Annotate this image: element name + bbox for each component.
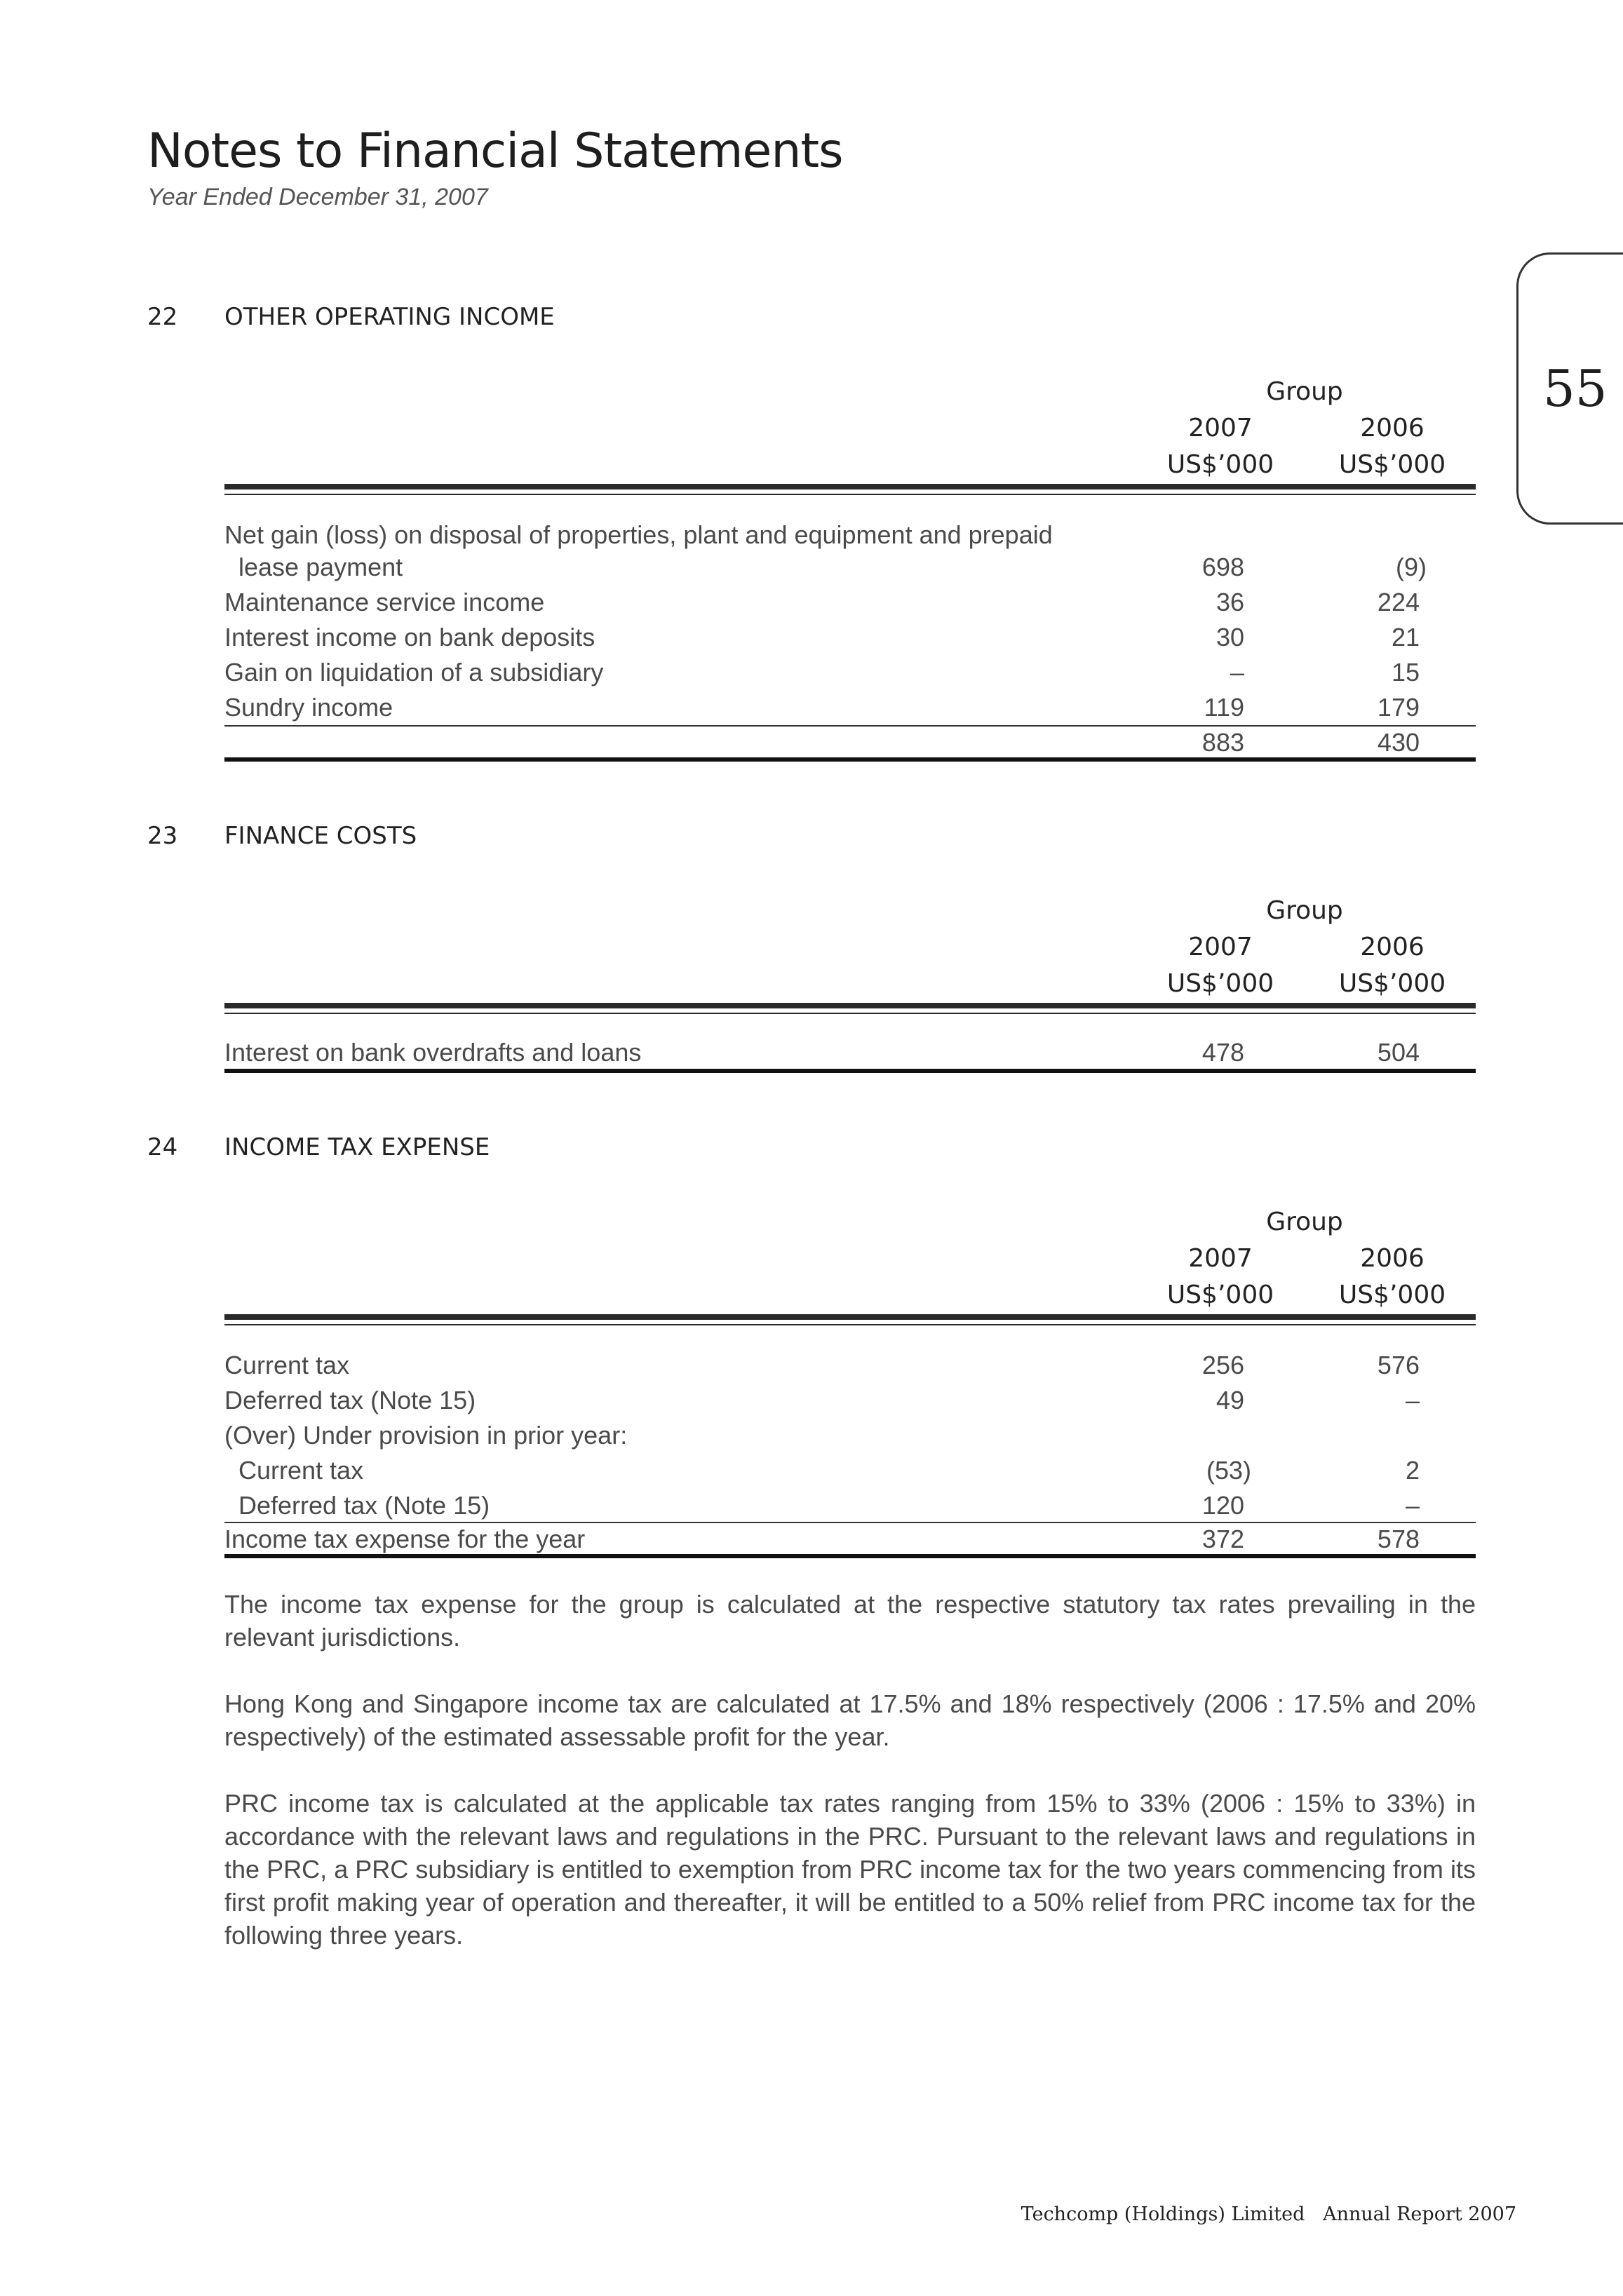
section-number: 24 [147,1133,178,1161]
value-2007: 478 [1201,1038,1244,1067]
value-2006: 15 [1391,658,1420,687]
row-label: (Over) Under provision in prior year: [224,1421,628,1450]
column-unit-2007: US$’000 [1166,1281,1274,1309]
column-group-header: Group [1266,377,1343,406]
value-2006: 2 [1405,1456,1420,1485]
column-year-2007: 2007 [1188,414,1253,443]
section-number: 23 [147,822,178,850]
row-label: Maintenance service income [224,588,545,616]
row-label: lease payment [238,553,403,581]
column-year-2006: 2006 [1360,414,1425,443]
section-number: 22 [147,303,178,331]
column-year-2006: 2006 [1360,1244,1425,1273]
paragraph: Hong Kong and Singapore income tax are calculated at 17.5% and 18% respectively (2006 : 17.5% and 20% respectively) of the estimated assessable profit for the year. [224,1689,1476,1751]
value-2007: 120 [1201,1491,1244,1520]
value-2006: – [1405,1386,1420,1414]
column-unit-2006: US$’000 [1338,450,1446,479]
value-2006: 576 [1377,1351,1420,1379]
page-subtitle: Year Ended December 31, 2007 [147,184,488,210]
total-2007: 372 [1201,1525,1244,1553]
value-2006: 504 [1377,1038,1420,1067]
value-2006: – [1405,1491,1420,1520]
total-2007: 883 [1201,728,1244,757]
value-2007: 30 [1215,623,1244,651]
row-label: Interest income on bank deposits [224,623,595,651]
column-unit-2007: US$’000 [1166,969,1274,998]
total-label: Income tax expense for the year [224,1525,586,1553]
column-year-2007: 2007 [1188,933,1253,961]
section-title: FINANCE COSTS [224,822,417,850]
column-year-2006: 2006 [1360,933,1425,961]
row-label: Gain on liquidation of a subsidiary [224,658,604,687]
value-2007: 119 [1204,693,1244,722]
page-title: Notes to Financial Statements [147,123,843,179]
row-label: Deferred tax (Note 15) [238,1491,490,1520]
section-title: OTHER OPERATING INCOME [224,303,555,331]
value-2006: 179 [1377,693,1420,722]
column-unit-2006: US$’000 [1338,969,1446,998]
row-label: Sundry income [224,693,393,722]
header-double-rule [224,484,1476,495]
value-2007: (53) [1206,1456,1251,1485]
value-2007: 49 [1215,1386,1244,1414]
value-2006: (9) [1396,553,1427,581]
total-2006: 430 [1377,728,1420,757]
header-double-rule [224,1314,1476,1325]
row-label: Deferred tax (Note 15) [224,1386,476,1414]
value-2006: 21 [1391,623,1420,651]
value-2007: 256 [1201,1351,1244,1379]
total-rule [224,757,1476,762]
total-rule [224,1069,1476,1073]
row-label: Current tax [224,1351,350,1379]
column-unit-2006: US$’000 [1338,1281,1446,1309]
column-group-header: Group [1266,896,1343,925]
column-group-header: Group [1266,1208,1343,1236]
subtotal-rule [224,1522,1476,1523]
page-footer: Techcomp (Holdings) Limited Annual Report 2007 [1021,2203,1516,2225]
page-number: 55 [1543,359,1608,418]
total-2006: 578 [1377,1525,1420,1553]
paragraph: The income tax expense for the group is calculated at the respective statutory tax rates prevailing in the relevant jurisdictions. [224,1590,1476,1652]
row-label: Interest on bank overdrafts and loans [224,1038,642,1067]
total-rule [224,1554,1476,1558]
section-title: INCOME TAX EXPENSE [224,1133,490,1161]
row-label: Current tax [238,1456,364,1485]
header-double-rule [224,1003,1476,1014]
column-year-2007: 2007 [1188,1244,1253,1273]
value-2007: 698 [1201,553,1244,581]
value-2006: 224 [1377,588,1420,616]
paragraph: PRC income tax is calculated at the applicable tax rates ranging from 15% to 33% (2006 : 15% to 33%) in accordance with the relevant laws and regulations in the PRC. Pursuant to the relevant laws and regulations in the PRC, a PRC subsidiary is entitled to exemption from PRC income tax for the two years commencing from its first profit making year of operation and thereafter, it will be entitled to a 50% relief from PRC income tax for the following three years. [224,1789,1476,1950]
subtotal-rule [224,725,1476,727]
column-unit-2007: US$’000 [1166,450,1274,479]
value-2007: – [1230,658,1244,687]
row-label: Net gain (loss) on disposal of properties, plant and equipment and prepaid [224,520,1053,549]
value-2007: 36 [1215,588,1244,616]
